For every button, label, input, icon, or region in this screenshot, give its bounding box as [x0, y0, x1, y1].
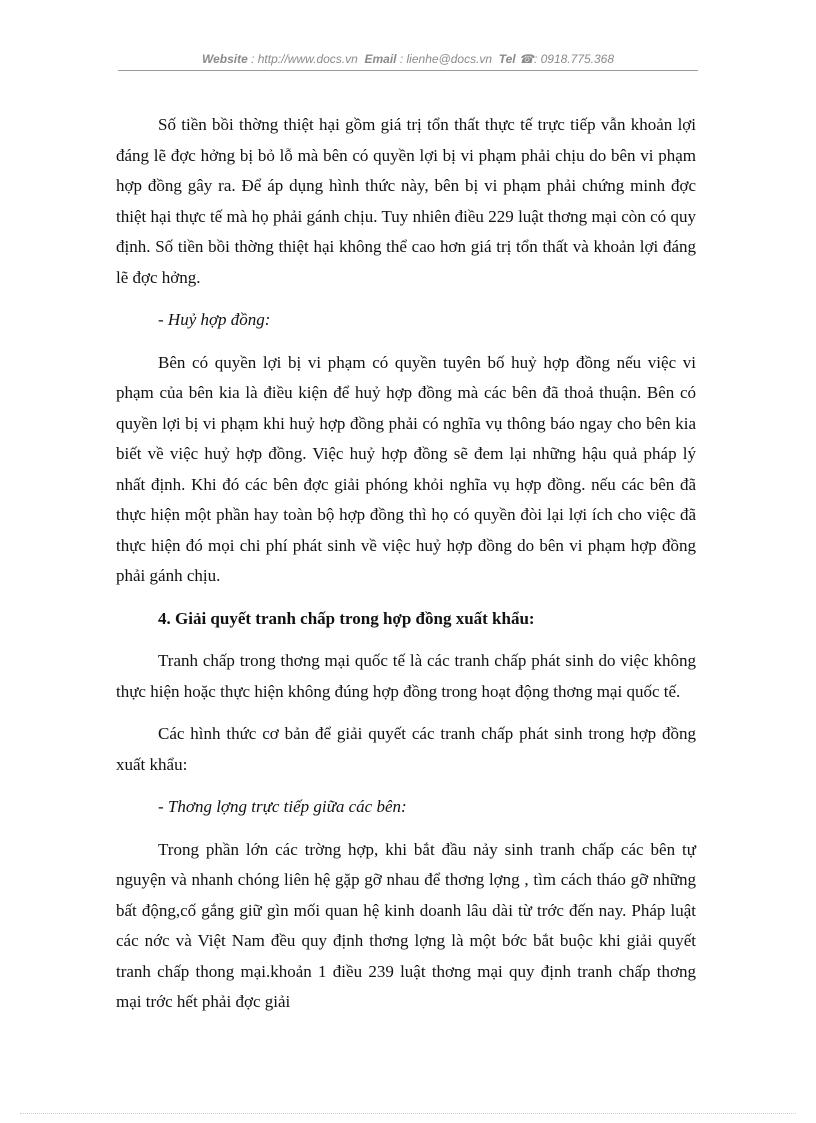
page-header	[0, 52, 816, 66]
paragraph-negotiation: Trong phần lớn các trờng hợp, khi bắt đầu nảy sinh tranh chấp các bên tự nguyện và nhanh chóng liên hệ gặp gỡ nhau để thơng lợng , tìm cách tháo gỡ những bất động,cố gắng giữ gìn mối quan hệ kinh doanh lâu dài từ trớc đến nay. Pháp luật các nớc và Việt Nam đều quy định thơng lợng là một bớc bắt buộc khi giải quyết tranh chấp thong mại.khoản 1 điều 239 luật thơng mại quy định tranh chấp thơng mại trớc hết phải đợc giải	[116, 839, 696, 1011]
paragraph-forms: Các hình thức cơ bản để giải quyết các tranh chấp phát sinh trong hợp đồng xuất khẩu:	[116, 724, 696, 774]
email-label: Email	[364, 52, 397, 66]
phone-icon: ☎	[519, 52, 534, 66]
document-body	[116, 110, 696, 1030]
subheading-contract-cancellation: - Huỷ hợp đồng:	[158, 310, 271, 329]
subheading-negotiation: - Thơng lợng trực tiếp giữa các bên:	[158, 797, 407, 816]
website-label: Website	[201, 52, 248, 66]
page-bottom-border	[20, 1113, 796, 1114]
tel-label: Tel	[498, 52, 516, 66]
paragraph-compensation: Số tiền bồi thờng thiệt hại gồm giá trị tổn thất thực tế trực tiếp vẫn khoản lợi đáng lẽ đợc hởng bị bỏ lỗ mà bên có quyền lợi bị vi phạm phải chịu do bên vi phạm hợp đồng gây ra. Để áp dụng hình thức này, bên bị vi phạm phải chứng minh đợc thiệt hại thực tế mà họ phải gánh chịu. Tuy nhiên điều 229 luật thơng mại còn có quy định. Số tiền bồi thờng thiệt hại không thể cao hơn giá trị tổn thất và khoản lợi đáng lẽ đợc hởng.	[116, 115, 696, 287]
section-heading: 4. Giải quyết tranh chấp trong hợp đồng xuất khẩu:	[158, 608, 535, 628]
paragraph-disputes: Tranh chấp trong thơng mại quốc tế là các tranh chấp phát sinh do việc không thực hiện hoặc thực hiện không đúng hợp đồng trong hoạt động thơng mại quốc tế.	[116, 651, 696, 701]
website-value: : http://www.docs.vn	[251, 52, 358, 66]
email-value: : lienhe@docs.vn	[399, 52, 493, 66]
tel-value: : 0918.775.368	[533, 52, 615, 66]
paragraph-cancellation: Bên có quyền lợi bị vi phạm có quyền tuyên bố huỷ hợp đồng nếu việc vi phạm của bên kia là điều kiện để huỷ hợp đồng mà các bên đã thoả thuận. Bên có quyền lợi bị vi phạm khi huỷ hợp đồng phải có nghĩa vụ thông báo ngay cho bên kia biết về việc huỷ hợp đồng. Việc huỷ hợp đồng sẽ đem lại những hậu quả pháp lý nhất định. Khi đó các bên đợc giải phóng khỏi nghĩa vụ hợp đồng. nếu các bên đã thực hiện một phần hay toàn bộ hợp đồng thì họ có quyền đòi lại lợi ích cho việc đã thực hiện đó mọi chi phí phát sinh về việc huỷ hợp đồng do bên vi phạm hợp đồng phải gánh chịu.	[116, 352, 696, 585]
header-rule	[118, 70, 698, 71]
